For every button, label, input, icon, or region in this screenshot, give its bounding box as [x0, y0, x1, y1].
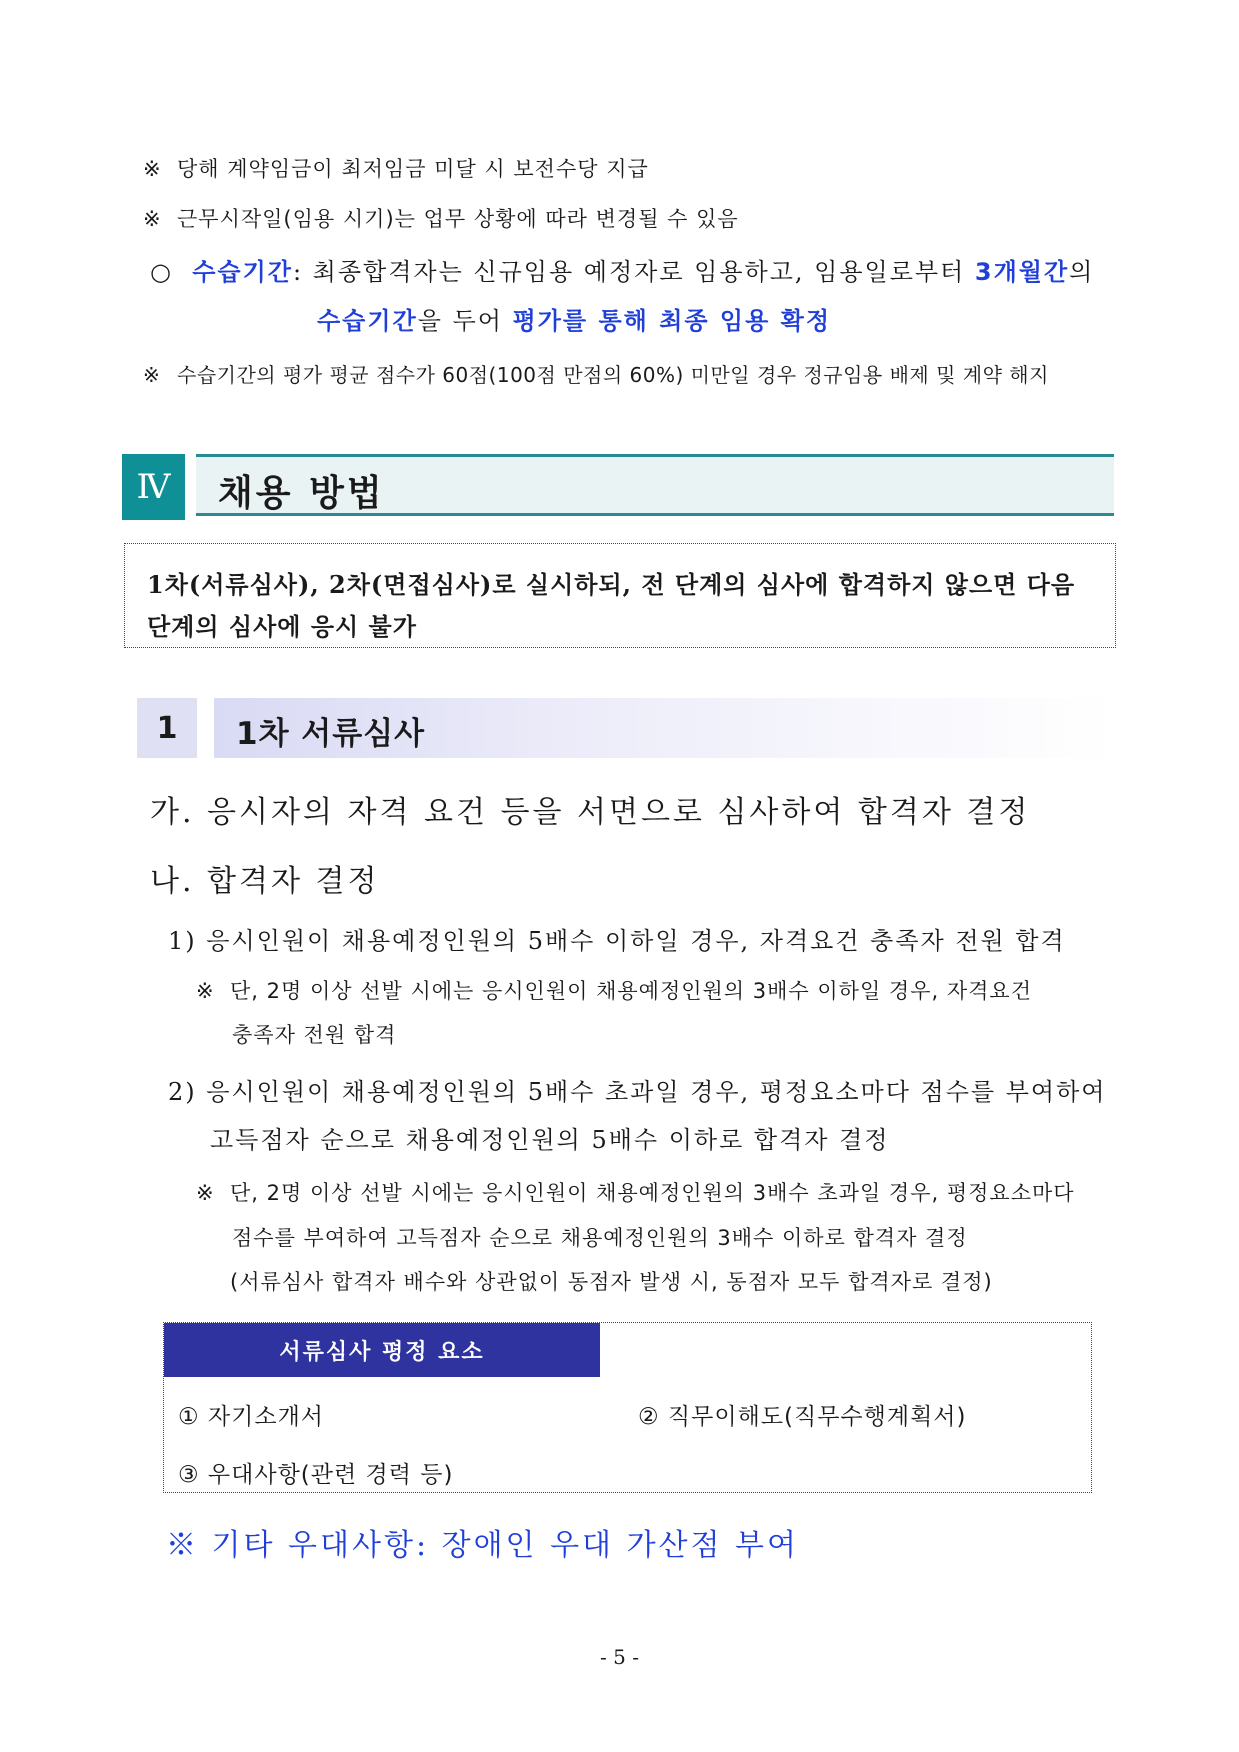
training-period: 3개월간	[974, 258, 1070, 286]
subsection-number: 1	[137, 698, 197, 758]
intro-text: 1차(서류심사), 2차(면접심사)로 실시하되, 전 단계의 심사에 합격하지 않으면 다음 단계의 심사에 응시 불가	[147, 570, 1076, 641]
training-label-2: 수습기간	[317, 307, 418, 335]
rule-2-note	[196, 1177, 1075, 1207]
reference-mark: ※	[143, 157, 162, 181]
circle-bullet: ○	[150, 258, 173, 286]
rule-2-line-1: 2) 응시인원이 채용예정인원의 5배수 초과일 경우, 평정요소마다 점수를 부여하여	[168, 1078, 1107, 1106]
section-roman-numeral: Ⅳ	[122, 454, 185, 520]
note-text: 수습기간의 평가 평균 점수가 60점(100점 만점의 60%) 미만일 경우 정규임용 배제 및 계약 해지	[177, 363, 1049, 387]
note-text: 근무시작일(임용 시기)는 업무 상황에 따라 변경될 수 있음	[177, 207, 739, 231]
section-title: 채용 방법	[218, 473, 385, 514]
item-ga: 가. 응시자의 자격 요건 등을 서면으로 심사하여 합격자 결정	[150, 795, 1031, 830]
subsection-title-bar	[214, 698, 1114, 758]
rule-1-note	[196, 975, 1032, 1005]
training-text-2: 을 두어	[417, 307, 513, 335]
rule-1-note-line-2: 충족자 전원 합격	[232, 1023, 397, 1047]
evaluation-table	[163, 1322, 1092, 1493]
extra-preference-note: ※ 기타 우대사항: 장애인 우대 가산점 부여	[166, 1528, 800, 1563]
note-text: 단, 2명 이상 선발 시에는 응시인원이 채용예정인원의 3배수 초과일 경우, 평정요소마다	[230, 1181, 1075, 1205]
training-line-2	[317, 301, 831, 336]
training-emphasis: 평가를 통해 최종 임용 확정	[512, 307, 832, 335]
note-training-evaluation	[143, 359, 1049, 388]
training-label: 수습기간	[192, 258, 293, 286]
rule-2-note-line-3: (서류심사 합격자 배수와 상관없이 동점자 발생 시, 동점자 모두 합격자로 결정)	[230, 1270, 993, 1294]
note-minimum-wage	[143, 153, 649, 183]
table-item: ① 자기소개서	[178, 1404, 325, 1430]
page-number: - 5 -	[600, 1645, 639, 1669]
section-title-bar	[196, 454, 1114, 516]
intro-box	[124, 543, 1116, 648]
training-text: : 최종합격자는 신규임용 예정자로 임용하고, 임용일로부터	[292, 258, 975, 286]
reference-mark: ※	[196, 1181, 215, 1205]
subsection-title: 1차 서류심사	[236, 716, 426, 752]
training-line-1	[150, 252, 1094, 287]
note-text: 단, 2명 이상 선발 시에는 응시인원이 채용예정인원의 3배수 이하일 경우, 자격요건	[230, 979, 1032, 1003]
training-text-end: 의	[1069, 258, 1095, 286]
table-item: ② 직무이해도(직무수행계획서)	[638, 1404, 967, 1430]
item-na: 나. 합격자 결정	[150, 864, 380, 899]
note-text: 당해 계약임금이 최저임금 미달 시 보전수당 지급	[177, 157, 649, 181]
reference-mark: ※	[143, 363, 161, 387]
reference-mark: ※	[196, 979, 215, 1003]
table-item: ③ 우대사항(관련 경력 등)	[178, 1462, 454, 1488]
rule-1: 1) 응시인원이 채용예정인원의 5배수 이하일 경우, 자격요건 충족자 전원 합격	[168, 927, 1066, 955]
reference-mark: ※	[143, 207, 162, 231]
rule-2-line-2: 고득점자 순으로 채용예정인원의 5배수 이하로 합격자 결정	[210, 1126, 890, 1154]
note-start-date	[143, 203, 739, 233]
table-header: 서류심사 평정 요소	[164, 1323, 600, 1377]
rule-2-note-line-2: 점수를 부여하여 고득점자 순으로 채용예정인원의 3배수 이하로 합격자 결정	[232, 1226, 968, 1250]
